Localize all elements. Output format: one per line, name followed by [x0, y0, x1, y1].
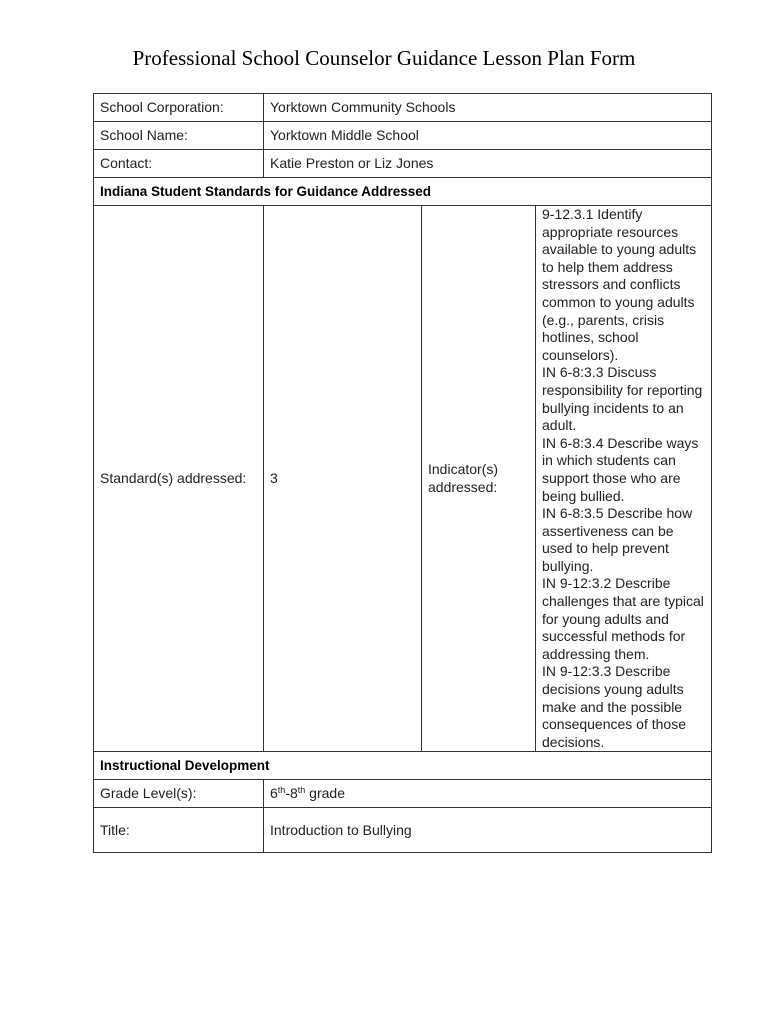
standards-section-heading: Indiana Student Standards for Guidance Addressed — [94, 178, 712, 206]
lesson-title-label: Title: — [94, 808, 264, 853]
instructional-section-heading: Instructional Development — [94, 752, 712, 780]
school-name-value: Yorktown Middle School — [264, 122, 712, 150]
indicator-item: IN 9-12:3.3 Describe decisions young adults make and the possible consequences of those decisions. — [542, 663, 686, 750]
lesson-title-row — [94, 808, 712, 853]
school-corporation-label: School Corporation: — [94, 94, 264, 122]
lesson-plan-table — [93, 93, 712, 853]
grade-unit: grade — [305, 785, 345, 802]
standard-label: Standard(s) addressed: — [94, 206, 264, 752]
indicator-label: Indicator(s) addressed: — [422, 206, 536, 752]
indicator-item: 9-12.3.1 Identify appropriate resources available to young adults to help them address stressors and conflicts common to young adults (e.g., parents, crisis hotlines, school counselors). — [542, 206, 697, 363]
grade-start: 6 — [270, 785, 278, 802]
form-title: Professional School Counselor Guidance Lesson Plan Form — [132, 46, 636, 70]
standard-value: 3 — [264, 206, 422, 752]
grade-end: -8 — [285, 785, 298, 802]
school-corporation-value: Yorktown Community Schools — [264, 94, 712, 122]
school-name-label: School Name: — [94, 122, 264, 150]
school-corporation-row — [94, 94, 712, 122]
standards-section-row — [94, 178, 712, 206]
indicator-item: IN 6-8:3.5 Describe how assertiveness can be used to help prevent bullying. — [542, 505, 693, 574]
contact-row — [94, 150, 712, 178]
grade-level-label: Grade Level(s): — [94, 780, 264, 808]
indicator-item: IN 6-8:3.4 Describe ways in which students can support those who are being bullied. — [542, 434, 699, 504]
contact-label: Contact: — [94, 150, 264, 178]
instructional-section-row — [94, 752, 712, 780]
grade-level-value — [264, 780, 712, 808]
school-name-row — [94, 122, 712, 150]
grade-level-row — [94, 780, 712, 808]
grade-end-suffix: th — [297, 785, 306, 796]
lesson-title-value: Introduction to Bullying — [264, 808, 712, 853]
grade-start-suffix: th — [277, 785, 286, 796]
contact-value: Katie Preston or Liz Jones — [264, 150, 712, 178]
indicator-item: IN 6-8:3.3 Discuss responsibility for reporting bullying incidents to an adult. — [542, 364, 703, 434]
indicator-item: IN 9-12:3.2 Describe challenges that are typical for young adults and successful methods for addressing them. — [542, 575, 704, 662]
standards-row — [94, 206, 712, 752]
indicator-list — [536, 206, 712, 752]
